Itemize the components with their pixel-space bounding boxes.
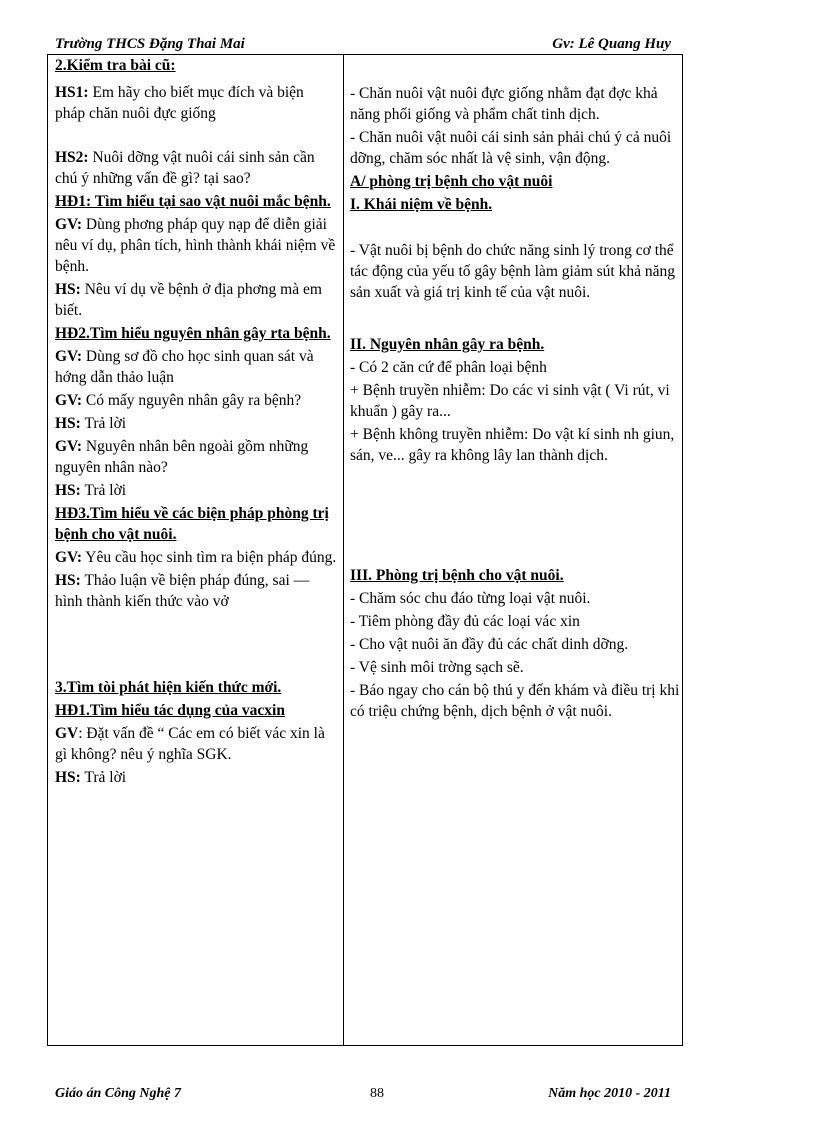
footer-year: Năm học 2010 - 2011 [548,1086,671,1101]
prevent-2: - Tiêm phòng đầy đủ các loại vác xin [350,613,580,630]
teacher-student-column [55,55,337,790]
hd1-heading: HĐ1: Tìm hiểu tại sao vật nuôi mắc bệnh. [55,193,331,210]
hd1b-hs: HS: Trả lời [55,769,127,786]
hd2-hs2: HS: Trả lời [55,482,127,499]
hd1-hs: HS: Nêu ví dụ về bệnh ở địa phơng mà em biết. [55,281,322,319]
prevent-heading: III. Phòng trị bệnh cho vật nuôi. [350,567,564,584]
header-teacher: Gv: Lê Quang Huy [552,36,671,52]
hd1b-heading: HĐ1.Tìm hiểu tác dụng của vacxin [55,702,285,719]
cause-heading: II. Nguyên nhân gây ra bệnh. [350,336,545,353]
hd2-gv3: GV: Nguyên nhân bên ngoài gồm những nguyên nhân nào? [55,438,309,476]
hd1-gv: GV: Dùng phơng pháp quy nạp để diễn giải nêu ví dụ, phân tích, hình thành khái niệm về bệnh. [55,216,336,275]
review-heading: 2.Kiểm tra bài cũ: [55,57,176,74]
hd3-gv: GV: Yêu cầu học sinh tìm ra biện pháp đúng. [55,549,337,566]
column-divider [343,55,344,1045]
hs2-question: HS2: Nuôi dỡng vật nuôi cái sinh sản cần chú ý những vấn đề gì? tại sao? [55,149,315,187]
hd2-heading: HĐ2.Tìm hiểu nguyên nhân gây rta bệnh. [55,325,331,342]
hs1-question: HS1: Em hãy cho biết mục đích và biện pháp chăn nuôi đực giống [55,84,304,122]
page-header [55,36,671,54]
prevent-4: - Vệ sinh môi trờng sạch sẽ. [350,659,524,676]
prevent-3: - Cho vật nuôi ăn đầy đủ các chất dinh dỡng. [350,636,629,653]
prevent-1: - Chăm sóc chu đáo từng loại vật nuôi. [350,590,591,607]
hd3-hs: HS: Thảo luận về biện pháp đúng, sai — hình thành kiến thức vào vở [55,572,310,610]
hd2-gv2: GV: Có mấy nguyên nhân gây ra bệnh? [55,392,302,409]
hd3-heading: HĐ3.Tìm hiểu về các biện pháp phòng trị bệnh cho vật nuôi. [55,505,329,543]
concept-text: - Vật nuôi bị bệnh do chức năng sinh lý trong cơ thể tác động của yếu tố gây bệnh làm giảm sút khả năng sản xuất và giá trị kinh tế của vật nuôi. [350,242,675,301]
page-footer [55,1086,671,1104]
content-column [350,55,680,724]
page-number: 88 [370,1086,384,1101]
hd1b-gv: GV: Đặt vấn đề “ Các em có biết vác xin là gì không? nêu ý nghĩa SGK. [55,725,325,763]
header-school: Trường THCS Đặng Thai Mai [55,36,245,52]
lesson-table [47,54,683,1046]
cause-3: + Bệnh không truyền nhiễm: Do vật kí sinh nh giun, sán, ve... gây ra không lây lan thành dịch. [350,426,675,464]
hd2-gv1: GV: Dùng sơ đồ cho học sinh quan sát và hớng dẫn thảo luận [55,348,314,386]
cause-1: - Có 2 căn cứ để phân loại bệnh [350,359,547,376]
concept-heading: I. Khái niệm về bệnh. [350,196,493,213]
footer-subject: Giáo án Công Nghệ 7 [55,1086,182,1101]
prevent-5: - Báo ngay cho cán bộ thú y đến khám và điều trị khi có triệu chứng bệnh, dịch bệnh ở vật nuôi. [350,682,680,720]
answer-2: - Chăn nuôi vật nuôi cái sinh sản phải chú ý cả nuôi dỡng, chăm sóc nhất là vệ sinh, vận động. [350,129,672,167]
section-a-heading: A/ phòng trị bệnh cho vật nuôi [350,173,553,190]
hd2-hs1: HS: Trả lời [55,415,127,432]
explore-heading: 3.Tìm tòi phát hiện kiến thức mới. [55,679,282,696]
answer-1: - Chăn nuôi vật nuôi đực giống nhằm đạt đợc khả năng phối giống và phẩm chất tinh dịch. [350,85,658,123]
cause-2: + Bệnh truyền nhiễm: Do các vi sinh vật ( Vi rút, vi khuẩn ) gây ra... [350,382,670,420]
